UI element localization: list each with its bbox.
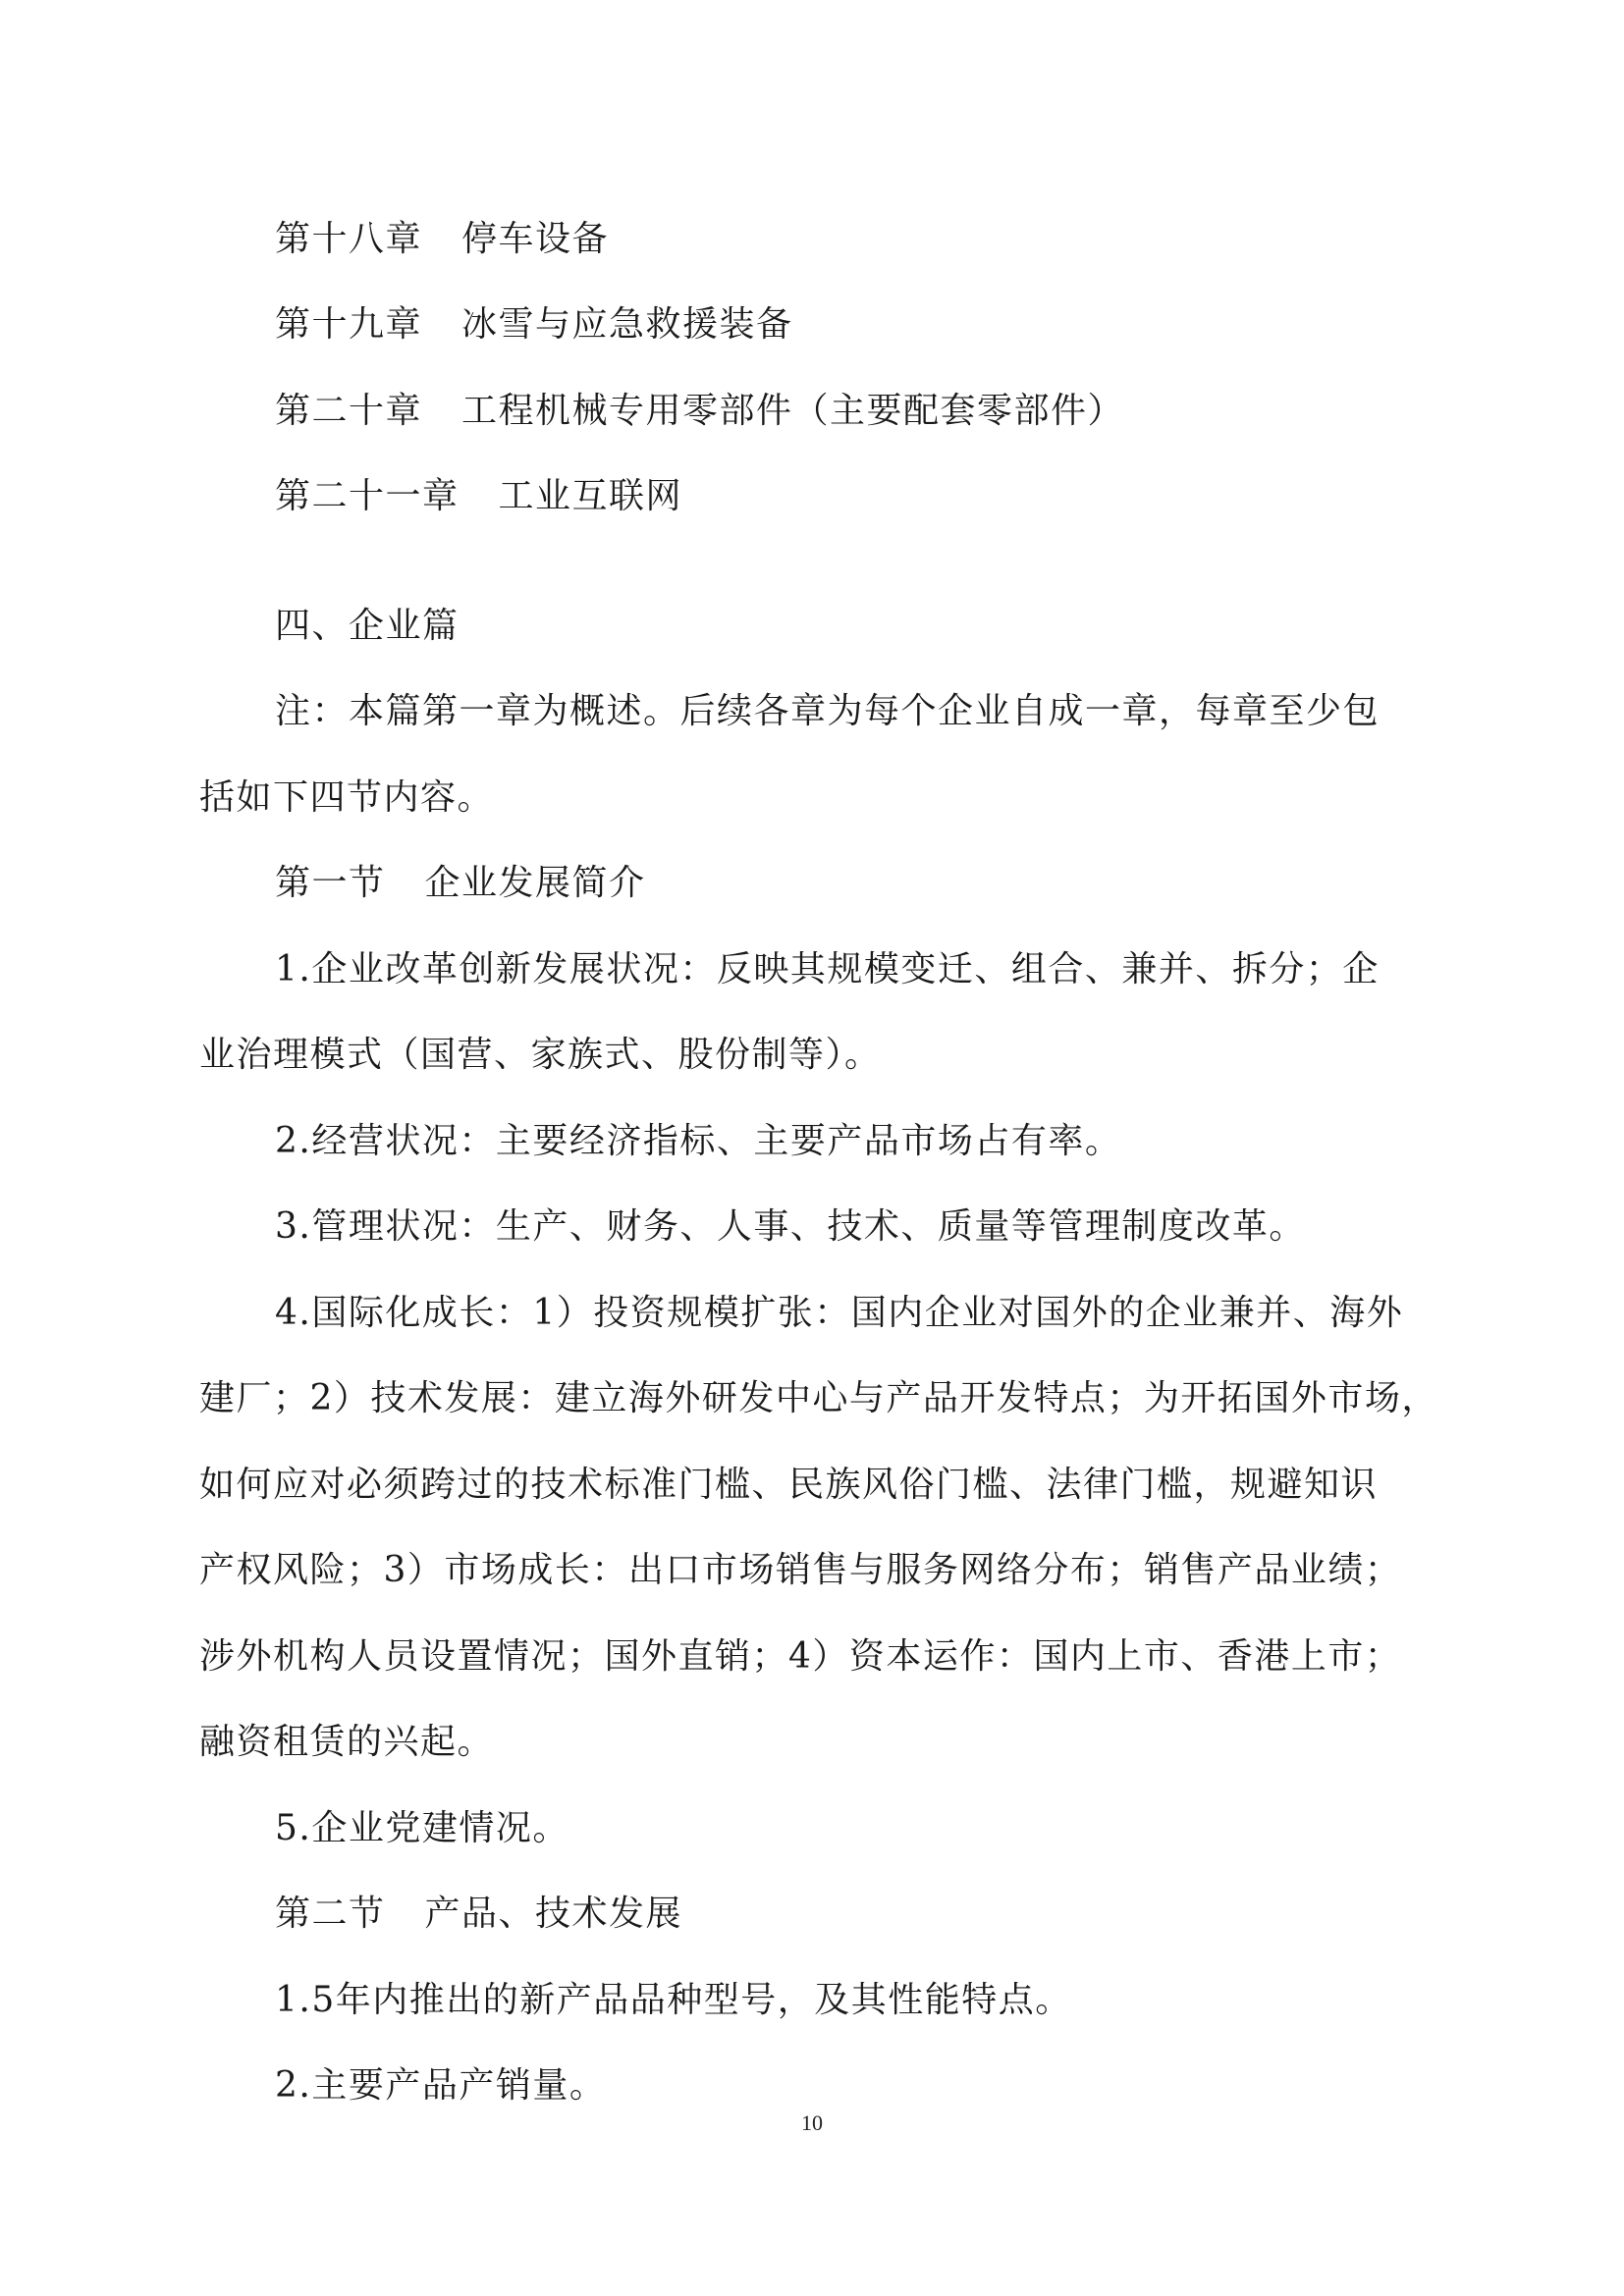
chapter-number: 第十八章 <box>275 219 423 259</box>
section-1-item-5: 5.企业党建情况。 <box>275 1808 569 1848</box>
page-number: 10 <box>801 2110 823 2135</box>
note-line-1: 注：本篇第一章为概述。后续各章为每个企业自成一章，每章至少包 <box>275 691 1380 731</box>
chapter-title: 工程机械专用零部件（主要配套零部件） <box>461 391 1125 431</box>
chapter-number: 第二十章 <box>275 391 423 431</box>
section-1-heading <box>275 862 646 905</box>
section-1-item-4-line-2: 建厂；2）技术发展：建立海外研发中心与产品开发特点；为开拓国外市场， <box>199 1378 1438 1418</box>
section-2-item-2: 2.主要产品产销量。 <box>275 2065 607 2106</box>
section-1-item-4-line-3: 如何应对必须跨过的技术标准门槛、民族风俗门槛、法律门槛，规避知识 <box>199 1465 1379 1505</box>
chapter-title: 工业互联网 <box>498 476 683 516</box>
chapter-21-line <box>275 475 682 518</box>
section-1-item-1-line-1: 1.企业改革创新发展状况：反映其规模变迁、组合、兼并、拆分；企 <box>275 949 1380 989</box>
section-2-heading <box>275 1893 682 1936</box>
section-1-item-4-line-1: 4.国际化成长：1）投资规模扩张：国内企业对国外的企业兼并、海外 <box>275 1293 1404 1333</box>
section-number: 第二节 <box>275 1894 386 1934</box>
section-1-item-2: 2.经营状况：主要经济指标、主要产品市场占有率。 <box>275 1121 1122 1161</box>
section-1-item-4-line-5: 涉外机构人员设置情况；国外直销；4）资本运作：国内上市、香港上市； <box>199 1636 1402 1677</box>
section-1-item-4-line-4: 产权风险；3）市场成长：出口市场销售与服务网络分布；销售产品业绩； <box>199 1550 1402 1590</box>
chapter-title: 停车设备 <box>461 219 610 259</box>
section-1-item-1-line-2: 业治理模式（国营、家族式、股份制等）。 <box>199 1035 882 1075</box>
chapter-18-line <box>275 218 609 261</box>
part-heading: 四、企业篇 <box>275 606 460 646</box>
chapter-19-line <box>275 303 793 347</box>
section-2-item-1: 1.5年内推出的新产品品种型号，及其性能特点。 <box>275 1980 1072 2020</box>
chapter-title: 冰雪与应急救援装备 <box>461 304 793 345</box>
section-1-item-4-line-6: 融资租赁的兴起。 <box>199 1722 495 1762</box>
chapter-number: 第二十一章 <box>275 476 460 516</box>
section-1-item-3: 3.管理状况：生产、财务、人事、技术、质量等管理制度改革。 <box>275 1206 1306 1247</box>
chapter-number: 第十九章 <box>275 304 423 345</box>
section-title: 企业发展简介 <box>424 863 646 903</box>
section-title: 产品、技术发展 <box>424 1894 683 1934</box>
chapter-20-line <box>275 390 1124 433</box>
section-number: 第一节 <box>275 863 386 903</box>
note-line-2: 括如下四节内容。 <box>199 777 495 818</box>
